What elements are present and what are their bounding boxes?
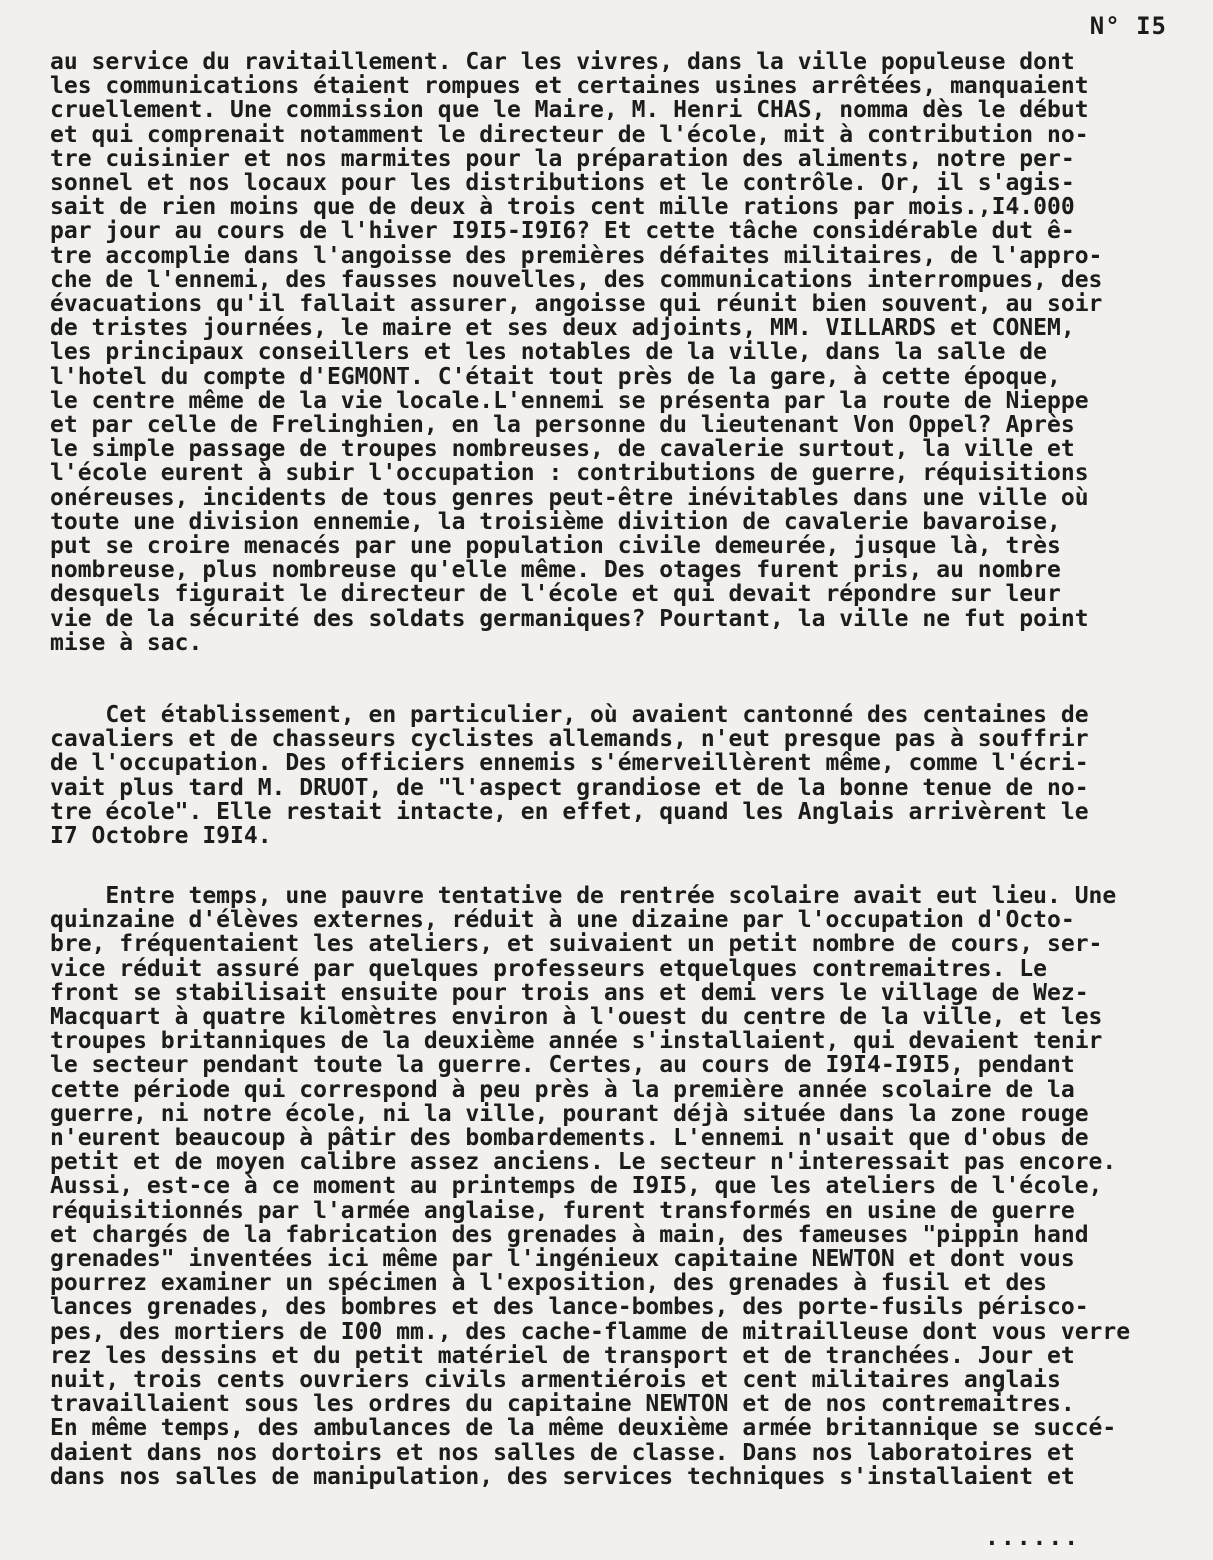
text-line: travaillaient sous les ordres du capitaine NEWTON et de nos contremaitres.	[50, 1391, 1075, 1418]
text-line: cruellement. Une commission que le Maire, M. Henri CHAS, nomma dès le début	[50, 97, 1089, 124]
page-number: N° I5	[1089, 12, 1167, 40]
text-line: sonnel et nos locaux pour les distributions et le contrôle. Or, il s'agis-	[50, 170, 1075, 196]
text-line: vait plus tard M. DRUOT, de "l'aspect grandiose et de la bonne tenue de no-	[50, 774, 1089, 801]
text-line: cette période qui correspond à peu près à la première année scolaire de la	[50, 1076, 1075, 1103]
text-line: rez les dessins et du petit matériel de transport et de tranchées. Jour et	[50, 1342, 1075, 1369]
text-line: tre cuisinier et nos marmites pour la préparation des aliments, notre per-	[50, 145, 1075, 172]
text-line: Entre temps, une pauvre tentative de rentrée scolaire avait eut lieu. Une	[50, 883, 1117, 909]
text-line: les communications étaient rompues et certaines usines arrêtées, manquaient	[50, 73, 1089, 100]
text-line: de tristes journées, le maire et ses deux adjoints, MM. VILLARDS et CONEM,	[50, 315, 1075, 342]
text-line: l'école eurent à subir l'occupation : contributions de guerre, réquisitions	[50, 460, 1089, 487]
text-line: sait de rien moins que de deux à trois cent mille rations par mois.,I4.000	[50, 194, 1075, 221]
text-line: front se stabilisait ensuite pour trois ans et demi vers le village de Wez-	[50, 979, 1089, 1006]
text-line: le simple passage de troupes nombreuses, de cavalerie surtout, la ville et	[50, 436, 1075, 463]
text-line: mise à sac.	[50, 629, 203, 656]
text-line: che de l'ennemi, des fausses nouvelles, des communications interrompues, des	[50, 266, 1103, 293]
text-line: onéreuses, incidents de tous genres peut-être inévitables dans une ville où	[50, 484, 1089, 511]
text-line: nuit, trois cents ouvriers civils armentiérois et cent militaires anglais	[50, 1367, 1061, 1393]
text-line: pourrez examiner un spécimen à l'exposition, des grenades à fusil et des	[50, 1270, 1047, 1297]
text-line: l'hotel du compte d'EGMONT. C'était tout près de la gare, à cette époque,	[50, 363, 1061, 390]
text-line: put se croire menacés par une population civile demeurée, jusque là, très	[50, 533, 1061, 559]
text-line: le centre même de la vie locale.L'ennemi se présenta par la route de Nieppe	[50, 387, 1089, 414]
text-line: petit et de moyen calibre assez anciens. Le secteur n'interessait pas encore.	[50, 1149, 1117, 1176]
text-line: par jour au cours de l'hiver I9I5-I9I6? Et cette tâche considérable dut ê-	[50, 218, 1075, 245]
text-line: En même temps, des ambulances de la même deuxième armée britannique se succé-	[50, 1415, 1117, 1442]
text-line: bre, fréquentaient les ateliers, et suivaient un petit nombre de cours, ser-	[50, 931, 1103, 958]
text-line: nombreuse, plus nombreuse qu'elle même. Des otages furent pris, au nombre	[50, 557, 1061, 584]
text-line: dans nos salles de manipulation, des services techniques s'installaient et	[50, 1463, 1075, 1490]
continuation-dots: ......	[985, 1525, 1081, 1551]
text-line: évacuations qu'il fallait assurer, angoisse qui réunit bien souvent, au soir	[50, 291, 1103, 317]
text-line: au service du ravitaillement. Car les vivres, dans la ville populeuse dont	[50, 49, 1075, 75]
text-line: Cet établissement, en particulier, où avaient cantonné des centaines de	[50, 702, 1089, 728]
text-line: toute une division ennemie, la troisième divition de cavalerie bavaroise,	[50, 508, 1061, 535]
text-line: n'eurent beaucoup à pâtir des bombardements. L'ennemi n'usait que d'obus de	[50, 1125, 1089, 1151]
text-line: grenades" inventées ici même par l'ingénieux capitaine NEWTON et dont vous	[50, 1246, 1075, 1272]
text-line: daient dans nos dortoirs et nos salles de classe. Dans nos laboratoires et	[50, 1439, 1075, 1466]
text-line: tre accomplie dans l'angoisse des premières défaites militaires, de l'appro-	[50, 242, 1103, 269]
text-line: cavaliers et de chasseurs cyclistes allemands, n'eut presque pas à souffrir	[50, 726, 1089, 753]
text-line: et qui comprenait notamment le directeur de l'école, mit à contribution no-	[50, 121, 1089, 148]
text-line: I7 Octobre I9I4.	[50, 823, 272, 849]
text-line: lances grenades, des bombres et des lance-bombes, des porte-fusils périsco-	[50, 1294, 1089, 1321]
text-line: pes, des mortiers de I00 mm., des cache-flamme de mitrailleuse dont vous verre	[50, 1318, 1131, 1345]
text-line: vice réduit assuré par quelques professeurs etquelques contremaitres. Le	[50, 955, 1047, 982]
text-line: les principaux conseillers et les notables de la ville, dans la salle de	[50, 339, 1047, 366]
text-line: desquels figurait le directeur de l'école et qui devait répondre sur leur	[50, 581, 1061, 608]
text-line: quinzaine d'élèves externes, réduit à une dizaine par l'occupation d'Octo-	[50, 907, 1075, 934]
text-line: réquisitionnés par l'armée anglaise, furent transformés en usine de guerre	[50, 1197, 1075, 1224]
text-line: et par celle de Frelinghien, en la personne du lieutenant Von Oppel? Après	[50, 412, 1075, 438]
text-line: et chargés de la fabrication des grenades à main, des fameuses "pippin hand	[50, 1221, 1089, 1248]
text-line: Aussi, est-ce à ce moment au printemps de I9I5, que les ateliers de l'école,	[50, 1173, 1103, 1200]
text-line: troupes britanniques de la deuxième année s'installaient, qui devaient tenir	[50, 1028, 1103, 1055]
text-line: guerre, ni notre école, ni la ville, pourant déjà située dans la zone rouge	[50, 1100, 1089, 1127]
text-line: vie de la sécurité des soldats germaniques? Pourtant, la ville ne fut point	[50, 605, 1089, 632]
text-line: tre école". Elle restait intacte, en effet, quand les Anglais arrivèrent le	[50, 798, 1089, 825]
text-line: Macquart à quatre kilomètres environ à l'ouest du centre de la ville, et les	[50, 1004, 1103, 1030]
text-line: de l'occupation. Des officiers ennemis s'émerveillèrent même, comme l'écri-	[50, 750, 1089, 777]
text-line: le secteur pendant toute la guerre. Certes, au cours de I9I4-I9I5, pendant	[50, 1052, 1075, 1079]
